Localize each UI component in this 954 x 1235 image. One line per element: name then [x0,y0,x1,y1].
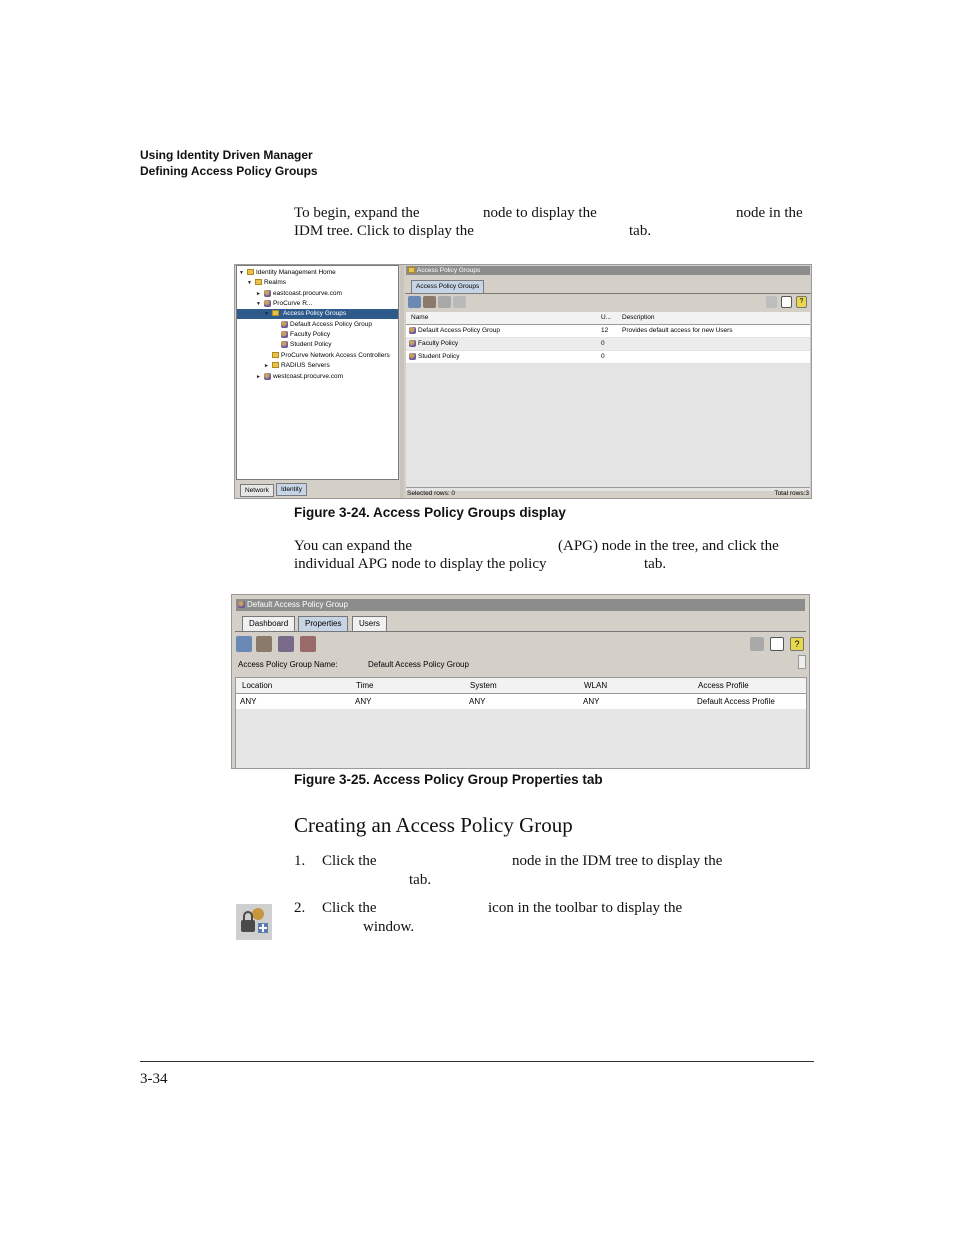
para2-frag-1: You can expand the [294,538,413,554]
idm-tree[interactable] [236,265,399,480]
para1-frag-5: tab. [629,223,652,239]
tree-node-default-apg[interactable]: Default Access Policy Group [281,320,372,330]
table-header [406,312,810,325]
print-icon[interactable] [750,637,764,651]
table-row[interactable]: Default Access Policy Group 12 Provides default access for new Users [406,325,810,337]
edit-policy-group-icon[interactable] [438,296,451,308]
tree-node-nac[interactable]: ProCurve Network Access Controllers [272,351,390,361]
step-1-frag-3: tab. [409,872,432,888]
column-header-time[interactable]: Time [356,681,374,690]
policy-group-icon [409,327,416,334]
column-header-wlan[interactable]: WLAN [584,681,608,690]
add-policy-icon[interactable] [256,636,272,652]
tree-node-eastcoast[interactable]: ► eastcoast.procurve.com [256,290,342,297]
tree-node-access-policy-groups[interactable]: ▼ Access Policy Groups [237,309,398,319]
policy-group-icon[interactable] [408,296,421,308]
tab-dashboard[interactable]: Dashboard [242,616,295,632]
tree-node-westcoast[interactable]: ► westcoast.procurve.com [256,373,344,380]
figure-apg-properties [231,594,810,769]
apg-table [406,312,810,491]
para1-frag-4: IDM tree. Click to display the [294,223,474,239]
selected-rows-status: Selected rows: 0 [407,490,456,497]
tab-users[interactable]: Users [352,616,387,632]
tree-tabs-bar [236,481,399,498]
figure-caption-2: Figure 3-25. Access Policy Group Properties tab [294,772,603,787]
add-policy-group-icon [236,904,272,940]
para1-frag-3: node in the [736,205,803,221]
para1-frag-1: To begin, expand the [294,205,420,221]
step-1-number: 1. [294,853,306,869]
total-rows-status: Total rows:3 [774,490,809,497]
running-header-title: Using Identity Driven Manager [140,148,313,162]
column-header-location[interactable]: Location [242,681,273,690]
policy-group-icon [281,321,288,328]
tree-node-radius[interactable]: ► RADIUS Servers [264,362,330,369]
column-header-access-profile[interactable]: Access Profile [698,681,749,690]
tree-node-faculty-policy[interactable]: Faculty Policy [281,330,330,340]
window-title-bar: Default Access Policy Group [236,599,805,611]
footer-rule [140,1061,814,1062]
tab-properties[interactable]: Properties [298,616,348,632]
realm-icon [264,300,271,307]
page-number: 3-34 [140,1071,168,1087]
figure-caption-1: Figure 3-24. Access Policy Groups display [294,505,566,520]
folder-icon [247,269,254,275]
para2-frag-4: tab. [644,556,667,572]
policy-group-icon [238,601,245,608]
step-2-frag-3: window. [363,919,415,935]
tree-node-procurve[interactable]: ▼ ProCurve R... [256,300,313,307]
realm-icon [264,373,271,380]
policy-group-icon [409,353,416,360]
section-title: Creating an Access Policy Group [294,813,573,837]
edit-policy-icon[interactable] [278,636,294,652]
tree-node-student-policy[interactable]: Student Policy [281,340,332,350]
folder-icon [272,310,279,316]
table-row[interactable]: Faculty Policy 0 [406,338,810,350]
para2-frag-2: (APG) node in the tree, and click the [558,538,779,554]
right-panel [405,265,811,498]
tree-node-home[interactable]: ▼ Identity Management Home [239,269,336,276]
folder-icon [255,279,262,285]
table-row[interactable]: ANY ANY ANY ANY Default Access Profile [236,694,806,709]
column-header-system[interactable]: System [470,681,497,690]
tree-node-realms[interactable]: ▼ Realms [247,279,286,286]
policy-group-icon [281,341,288,348]
print-icon[interactable] [766,296,777,308]
help-icon[interactable]: ? [790,637,804,651]
delete-policy-icon[interactable] [300,636,316,652]
export-icon[interactable] [770,637,784,651]
column-header-name[interactable]: Name [411,314,429,321]
step-2-frag-1: Click the [322,900,377,916]
step-1-frag-2: node in the IDM tree to display the [512,853,723,869]
policy-group-icon [409,340,416,347]
column-header-description[interactable]: Description [622,314,655,321]
para2-frag-3: individual APG node to display the policy [294,556,547,572]
export-icon[interactable] [781,296,792,308]
add-policy-group-icon[interactable] [423,296,436,308]
step-2-frag-2: icon in the toolbar to display the [488,900,683,916]
running-header-subtitle: Defining Access Policy Groups [140,164,318,178]
apg-name-value: Default Access Policy Group [368,660,469,669]
scroll-control[interactable] [798,655,806,669]
panel-title-bar: Access Policy Groups [406,266,810,275]
tab-identity[interactable]: Identity [276,483,307,496]
column-header-users[interactable]: U... [601,314,612,321]
policy-group-icon[interactable] [236,636,252,652]
tab-access-policy-groups[interactable]: Access Policy Groups [411,280,484,294]
help-icon[interactable]: ? [796,296,807,308]
table-header [236,678,806,694]
folder-icon [272,352,279,358]
apg-name-label: Access Policy Group Name: [238,660,338,669]
realm-icon [264,290,271,297]
folder-icon [272,362,279,368]
tab-network[interactable]: Network [240,484,274,497]
properties-table [235,677,807,769]
step-1-frag-1: Click the [322,853,377,869]
policy-group-icon [281,331,288,338]
folder-icon [408,267,415,273]
splitter[interactable] [400,265,404,498]
table-row[interactable]: Student Policy 0 [406,351,810,363]
status-bar [406,487,810,499]
para1-frag-2: node to display the [483,205,597,221]
step-2-number: 2. [294,900,306,916]
delete-policy-group-icon[interactable] [453,296,466,308]
